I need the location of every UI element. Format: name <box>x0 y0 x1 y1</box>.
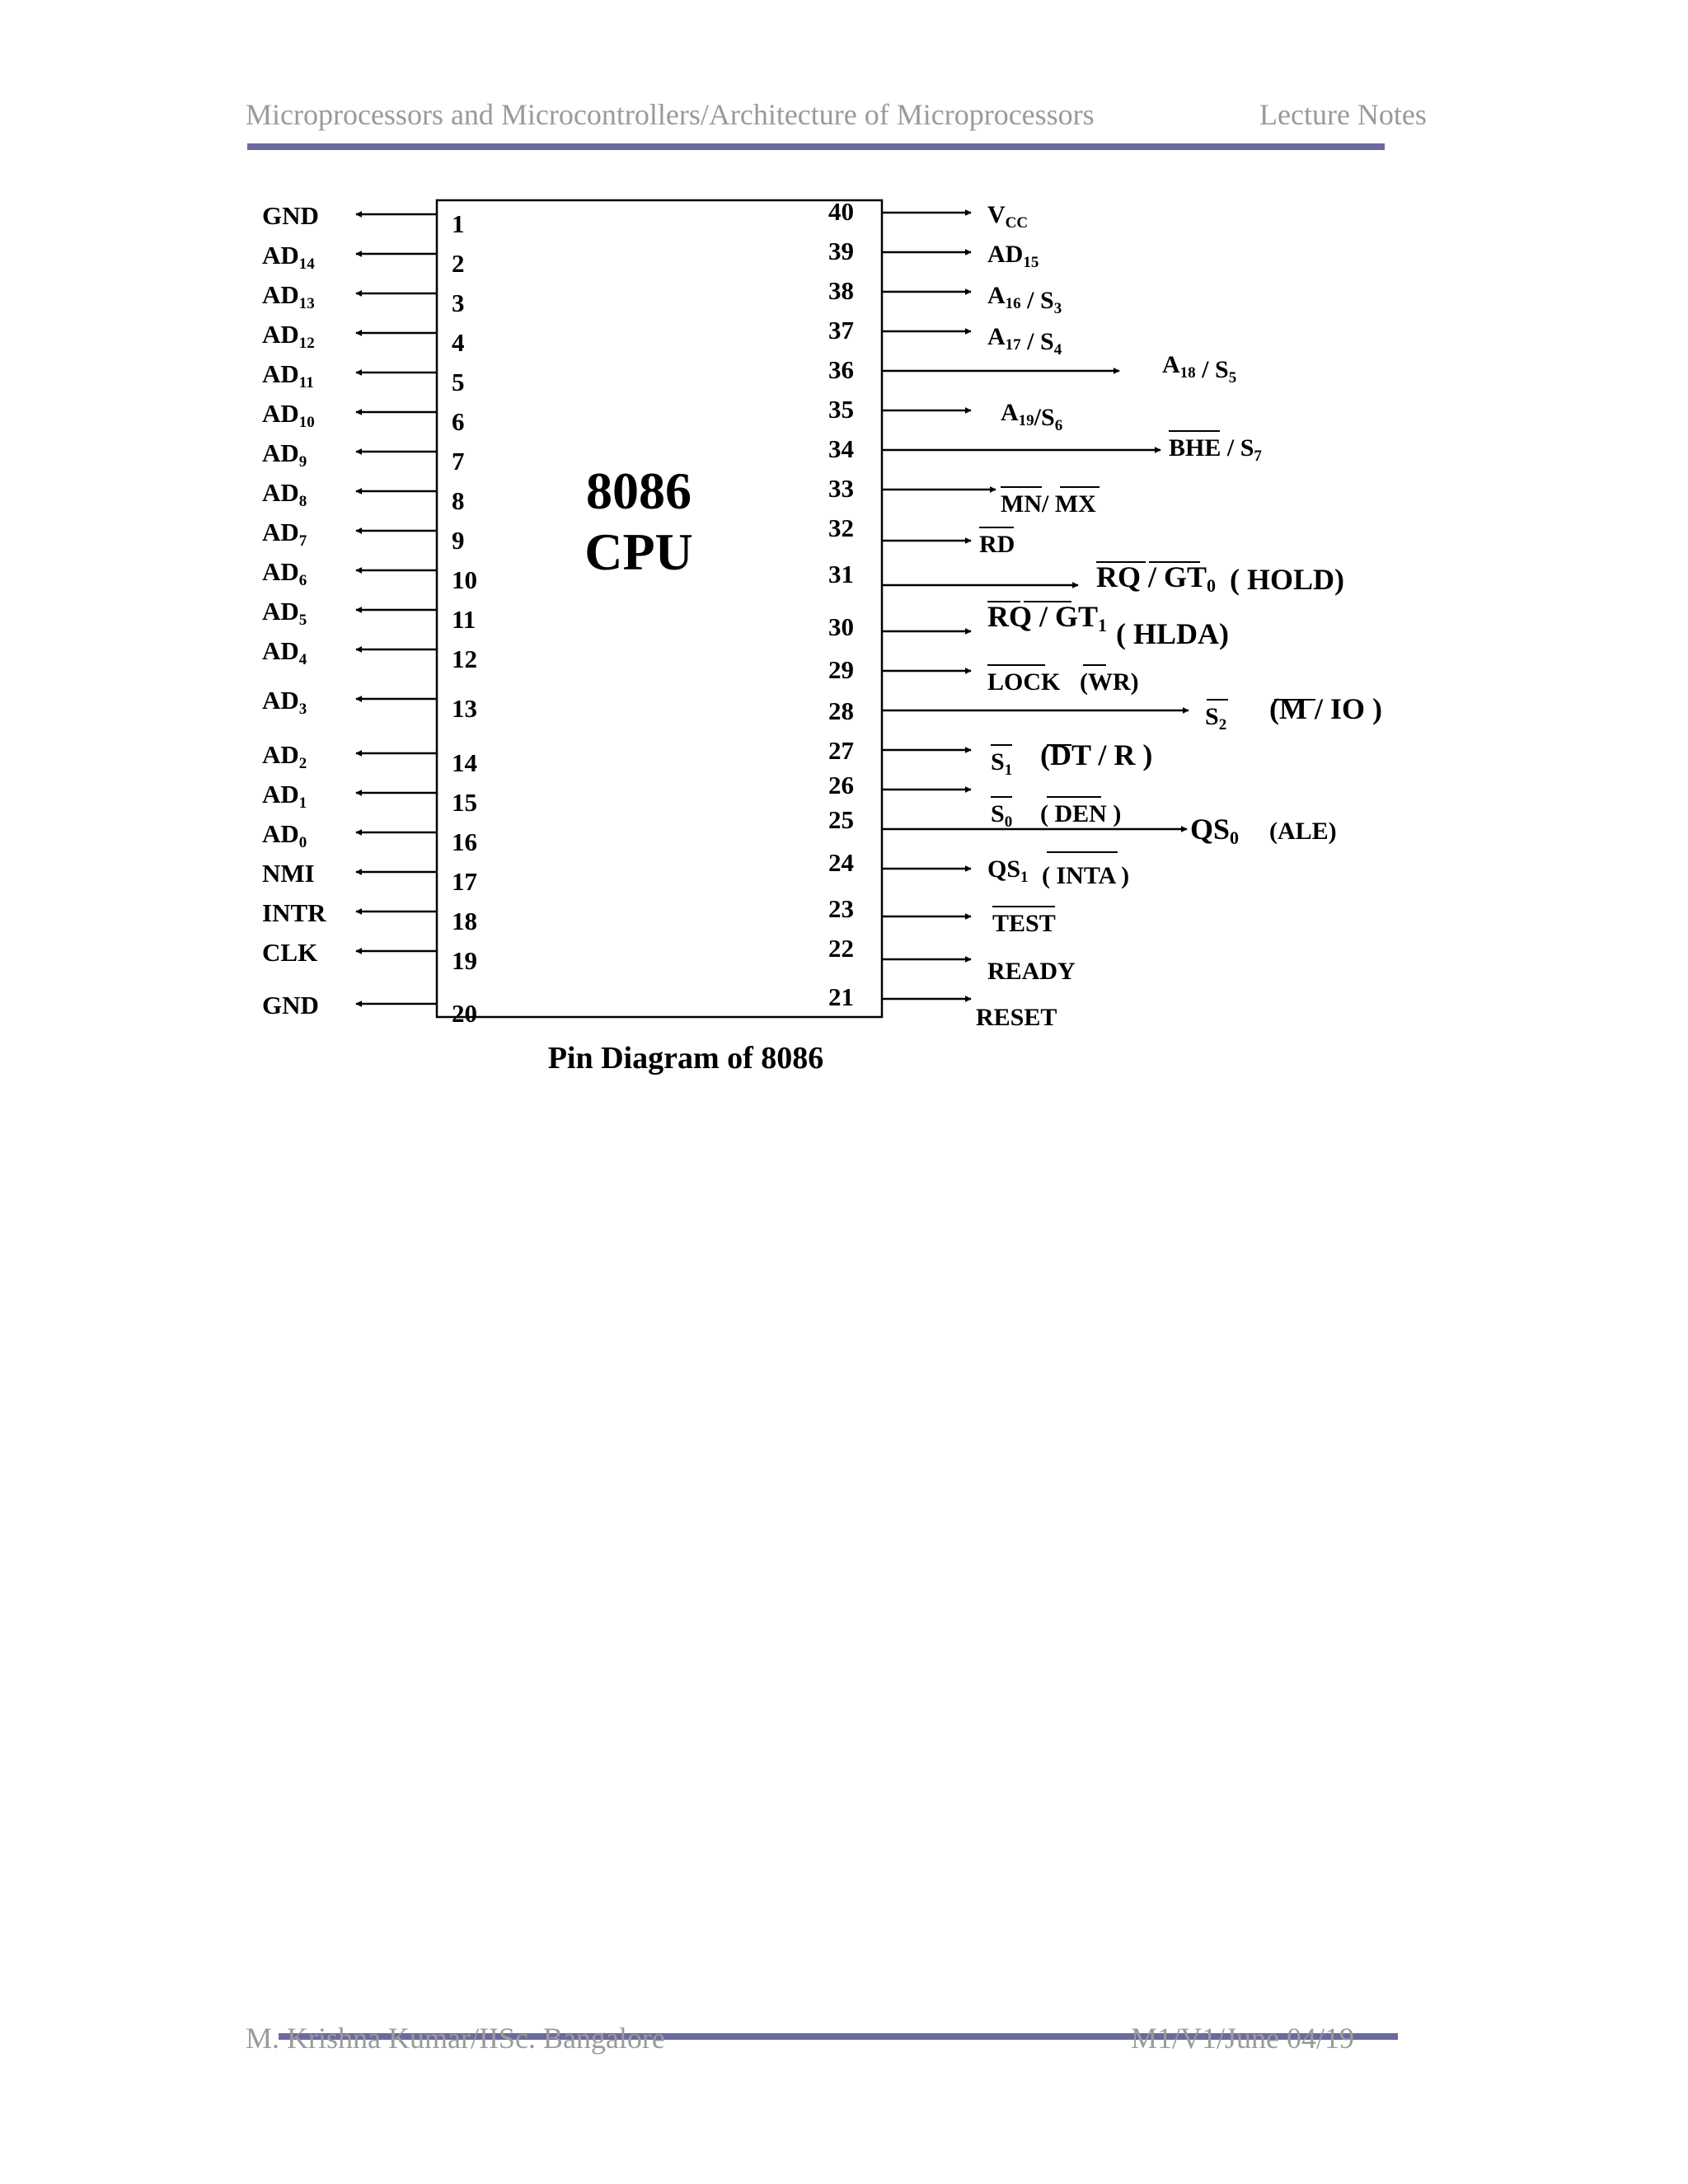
pin-alt-label-26: ( DEN ) <box>1040 800 1122 827</box>
pin-alt-label-31: ( HOLD) <box>1230 563 1344 596</box>
header-title: Microprocessors and Microcontrollers/Architecture of Microprocessors <box>246 98 1095 131</box>
pin-label-35: $A_{19}/S_6$ <box>1001 399 1063 434</box>
pin-label-30: RQ / GT1 <box>987 600 1108 635</box>
pin-label-39: $AD_{15}$ <box>987 241 1039 271</box>
pin-label-22: READY <box>987 958 1076 985</box>
pin-label-14: AD2 <box>262 740 307 772</box>
pin-number-20: 20 <box>452 999 477 1028</box>
pin-number-39: 39 <box>828 237 854 265</box>
pin-number-1: 1 <box>452 209 465 238</box>
pin-label-13: AD3 <box>262 686 307 718</box>
pin-label-34: BHE / $S_7$ <box>1169 434 1262 465</box>
pin-label-38: $A_{16} / S_3$ <box>987 282 1062 317</box>
pin-label-19: CLK <box>262 938 318 967</box>
pin-label-4: AD12 <box>262 320 315 352</box>
pin-number-23: 23 <box>828 894 854 923</box>
pin-number-21: 21 <box>828 982 854 1011</box>
pin-label-11: AD5 <box>262 597 307 629</box>
footer-version: M1/V1/June 04/19 <box>1131 2022 1355 2055</box>
pin-label-28: $S_2$ <box>1205 703 1227 733</box>
pin-number-35: 35 <box>828 395 854 424</box>
header-doc-type: Lecture Notes <box>1259 98 1427 131</box>
pin-label-36: $A_{18} / S_5$ <box>1162 351 1237 387</box>
pin-number-27: 27 <box>828 736 854 765</box>
pin-label-37: $A_{17} / S_4$ <box>987 323 1062 359</box>
pin-number-3: 3 <box>452 288 465 317</box>
pin-label-17: NMI <box>262 859 315 888</box>
pin-number-40: 40 <box>828 197 854 226</box>
pin-number-17: 17 <box>452 867 477 896</box>
pin-alt-label-29: (WR) <box>1080 668 1139 696</box>
pin-alt-label-24: ( INTA ) <box>1042 862 1130 889</box>
pin-number-12: 12 <box>452 644 477 673</box>
pin-label-26: $S_0$ <box>991 800 1013 831</box>
footer-author: M. Krishna Kumar/IISc. Bangalore <box>246 2022 665 2055</box>
pin-number-36: 36 <box>828 355 854 384</box>
pin-number-9: 9 <box>452 526 465 555</box>
pin-number-14: 14 <box>452 748 477 777</box>
pin-label-29: LOCK <box>987 668 1061 696</box>
pin-number-22: 22 <box>828 934 854 963</box>
pin-label-31: RQ / GT0 <box>1096 560 1217 596</box>
pin-number-19: 19 <box>452 946 477 975</box>
pin-alt-label-28: (M / IO ) <box>1269 692 1382 725</box>
pin-number-5: 5 <box>452 368 465 396</box>
pin-number-38: 38 <box>828 276 854 305</box>
chip-name-line1: 8086 <box>586 462 692 520</box>
pin-label-23: TEST <box>992 910 1056 937</box>
pin-label-40: $V_{CC}$ <box>987 201 1029 232</box>
pin-number-4: 4 <box>452 328 465 357</box>
pin-label-16: AD0 <box>262 819 307 851</box>
pin-label-7: AD9 <box>262 438 307 471</box>
pin-number-25: 25 <box>828 805 854 834</box>
pin-label-24: $QS_1$ <box>987 855 1029 886</box>
pin-number-32: 32 <box>828 513 854 542</box>
chip-name-line2: CPU <box>584 523 693 581</box>
pin-number-26: 26 <box>828 771 854 799</box>
pin-alt-label-25: (ALE) <box>1269 818 1337 845</box>
pin-label-5: AD11 <box>262 359 314 391</box>
pin-number-8: 8 <box>452 486 465 515</box>
pin-alt-label-27: (DT / R ) <box>1040 738 1153 771</box>
pin-number-33: 33 <box>828 474 854 503</box>
diagram-caption: Pin Diagram of 8086 <box>547 1041 824 1076</box>
pin-label-12: AD4 <box>262 636 307 668</box>
pin-label-15: AD1 <box>262 780 307 812</box>
pin-number-2: 2 <box>452 249 465 278</box>
pin-label-25: QS0 <box>1190 813 1240 848</box>
pin-label-27: $S_1$ <box>991 748 1013 779</box>
pin-label-8: AD8 <box>262 478 307 510</box>
pin-number-37: 37 <box>828 316 854 344</box>
pin-number-6: 6 <box>452 407 465 436</box>
pin-number-18: 18 <box>452 907 477 935</box>
pin-number-34: 34 <box>828 434 854 463</box>
pin-label-21: RESET <box>976 1004 1057 1031</box>
pin-label-18: INTR <box>262 898 326 927</box>
pin-number-24: 24 <box>828 848 854 877</box>
pin-alt-label-30: ( HLDA) <box>1116 617 1229 650</box>
pin-number-30: 30 <box>828 612 854 641</box>
pin-number-13: 13 <box>452 694 477 723</box>
pin-number-16: 16 <box>452 827 477 856</box>
pin-label-2: AD14 <box>262 241 315 273</box>
pin-label-10: AD6 <box>262 557 307 589</box>
pin-number-7: 7 <box>452 447 465 476</box>
pin-label-33: MN/ MX <box>1001 490 1096 518</box>
pin-label-20: GND <box>262 991 319 1019</box>
pin-number-11: 11 <box>452 605 476 634</box>
pin-number-29: 29 <box>828 655 854 684</box>
chip-body <box>437 200 882 1017</box>
pin-label-6: AD10 <box>262 399 315 431</box>
pin-number-31: 31 <box>828 560 854 588</box>
pin-number-28: 28 <box>828 696 854 725</box>
pin-label-3: AD13 <box>262 280 315 312</box>
pin-number-15: 15 <box>452 788 477 817</box>
pin-label-32: RD <box>979 531 1015 558</box>
pin-number-10: 10 <box>452 565 477 594</box>
pin-label-9: AD7 <box>262 518 307 550</box>
pin-label-1: GND <box>262 201 319 230</box>
